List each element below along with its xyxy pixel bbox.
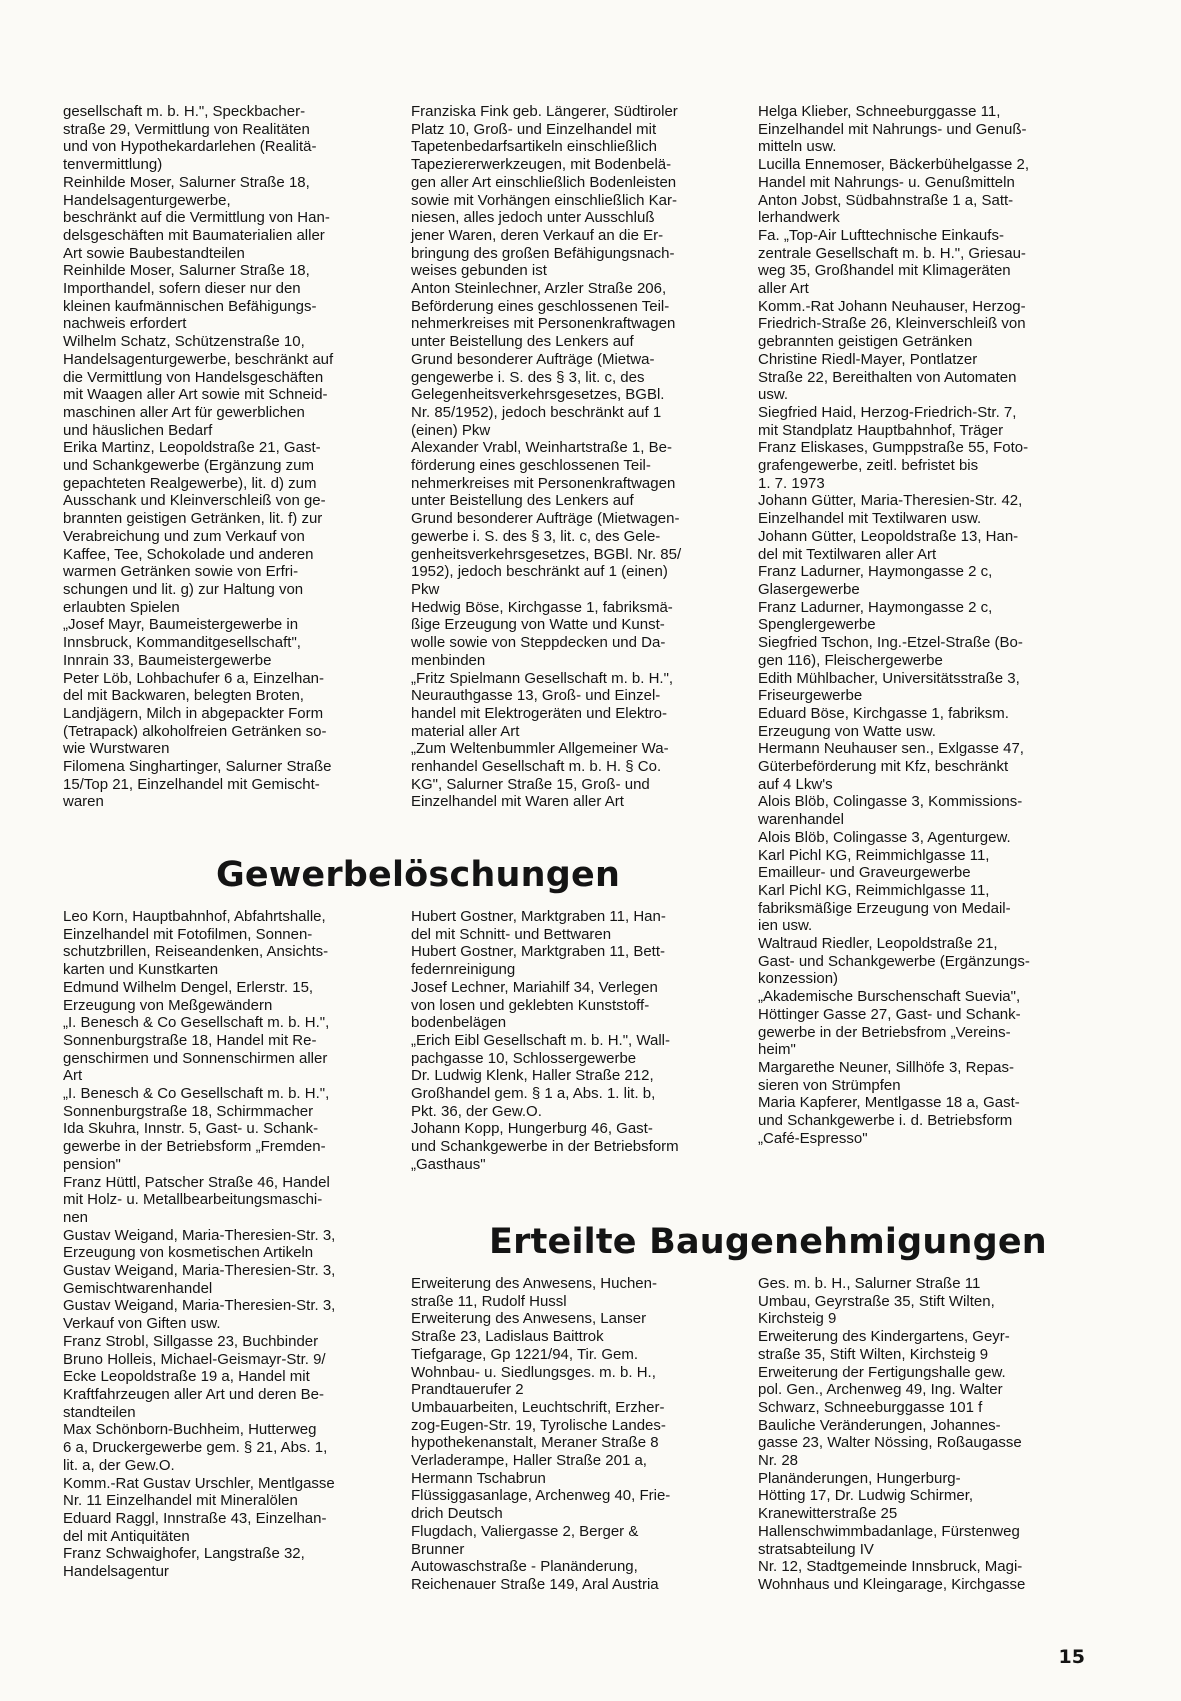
text-line: Kraftfahrzeugen aller Art und deren Be- [63,1385,324,1403]
text-line: lit. a, der Gew.O. [63,1456,175,1474]
text-line: Johann Gütter, Maria-Theresien-Str. 42, [758,492,1023,510]
text-line: Verabreichung und zum Verkauf von [63,527,305,545]
text-line: Reichenauer Straße 149, Aral Austria [411,1575,659,1593]
text-line: Reinhilde Moser, Salurner Straße 18, [63,173,310,191]
text-line: del mit Schnitt- und Bettwaren [411,925,612,943]
text-line: federnreinigung [411,961,516,979]
text-line: Franz Ladurner, Haymongasse 2 c, [758,598,993,616]
text-line: Franz Ladurner, Haymongasse 2 c, [758,563,993,581]
text-line: beschränkt auf die Vermittlung von Han- [63,209,330,227]
text-line: Wohnhaus und Kleingarage, Kirchgasse [758,1575,1026,1593]
text-line: jener Waren, deren Verkauf an die Er- [411,226,664,244]
text-line: gebrannten geistigen Getränken [758,333,973,351]
text-line: handel mit Elektrogeräten und Elektro- [411,704,667,722]
text-line: erlaubten Spielen [63,598,180,616]
text-line: Güterbeförderung mit Kfz, beschränkt [758,758,1009,776]
text-line: drich Deutsch [411,1505,503,1523]
text-line: Hermann Neuhauser sen., Exlgasse 47, [758,740,1024,758]
text-line: nachweis erfordert [63,315,187,333]
text-line: von losen und geklebten Kunststoff- [411,996,650,1014]
text-line: „I. Benesch & Co Gesellschaft m. b. H.", [63,1085,330,1103]
baugenehmigungen-column-3 [758,1275,1090,1594]
text-line: Kaffee, Tee, Schokolade und anderen [63,545,314,563]
text-line: maschinen aller Art für gewerblichen [63,403,305,421]
loeschungen-column-1 [63,908,385,1581]
text-line: Alexander Vrabl, Weinhartstraße 1, Be- [411,439,672,457]
text-line: Prandtauerufer 2 [411,1381,524,1399]
text-line: und Schankgewerbe (Ergänzung zum [63,457,314,475]
text-line: Bruno Holleis, Michael-Geismayr-Str. 9/ [63,1350,326,1368]
text-line: Pkt. 36, der Gew.O. [411,1102,542,1120]
text-line: Beförderung eines geschlossenen Teil- [411,297,670,315]
text-line: „Café-Espresso" [758,1129,868,1147]
text-line: Gustav Weigand, Maria-Theresien-Str. 3, [63,1297,336,1315]
text-line: Innsbruck, Kommanditgesellschaft", [63,634,301,652]
text-line: kleinen kaufmännischen Befähigungs- [63,297,317,315]
text-line: heim" [758,1041,796,1059]
text-line: Tapetenbedarfsartikeln einschließlich [411,138,657,156]
text-line: Franz Schwaighofer, Langstraße 32, [63,1545,305,1563]
text-line: straße 29, Vermittlung von Realitäten [63,120,310,138]
text-line: Tapeziererwerkzeugen, mit Bodenbelä- [411,156,672,174]
text-line: sieren von Strümpfen [758,1076,901,1094]
text-line: pol. Gen., Archenweg 49, Ing. Walter [758,1381,1003,1399]
text-line: Anton Jobst, Südbahnstraße 1 a, Satt- [758,191,1014,209]
text-line: Nr. 11 Einzelhandel mit Mineralölen [63,1492,298,1510]
text-line: Erweiterung des Anwesens, Lanser [411,1310,647,1328]
text-line: renhandel Gesellschaft m. b. H. § Co. [411,758,662,776]
text-line: gewerbe in der Betriebsfrom „Vereins- [758,1023,1011,1041]
text-line: schutzbrillen, Reiseandenken, Ansichts- [63,943,329,961]
text-line: nehmerkreises mit Personenkraftwagen [411,474,676,492]
text-line: Anton Steinlechner, Arzler Straße 206, [411,280,667,298]
text-line: sowie mit Vorhängen einschließlich Kar- [411,191,677,209]
text-line: unter Beistellung des Lenkers auf [411,492,634,510]
text-line: mit Standplatz Hauptbahnhof, Träger [758,421,1004,439]
text-line: Verkauf von Giften usw. [63,1315,221,1333]
heading-erteilte-baugenehmigungen: Erteilte Baugenehmigungen [489,1222,1047,1262]
text-line: Hubert Gostner, Marktgraben 11, Bett- [411,943,666,961]
text-line: gesellschaft m. b. H.", Speckbacher- [63,103,306,120]
text-line: „Zum Weltenbummler Allgemeiner Wa- [411,740,669,758]
text-line: Erzeugung von Watte usw. [758,722,936,740]
text-line: Sonnenburgstraße 18, Handel mit Re- [63,1031,317,1049]
text-line: Fa. „Top-Air Lufttechnische Einkaufs- [758,226,1004,244]
text-line: Helga Klieber, Schneeburggasse 11, [758,103,1001,120]
text-line: Ida Skuhra, Innstr. 5, Gast- u. Schank- [63,1120,319,1138]
text-line: zog-Eugen-Str. 19, Tyrolische Landes- [411,1416,666,1434]
text-line: Nr. 85/1952), jedoch beschränkt auf 1 [411,403,662,421]
text-line: Franz Strobl, Sillgasse 23, Buchbinder [63,1332,319,1350]
text-line: und Schankgewerbe in der Betriebsform [411,1138,679,1156]
text-line: Brunner [411,1540,465,1558]
text-line: Hötting 17, Dr. Ludwig Schirmer, [758,1487,974,1505]
text-line: Art sowie Baubestandteilen [63,244,245,262]
text-line: gengewerbe i. S. des § 3, lit. c, des [411,368,645,386]
text-line: warenhandel [758,811,844,829]
text-line: 1. 7. 1973 [758,474,825,492]
text-line: nen [63,1208,89,1226]
text-line: menbinden [411,651,486,669]
text-line: warmen Getränken sowie von Erfri- [63,563,299,581]
text-line: gen 116), Fleischergewerbe [758,651,943,669]
text-line: del mit Textilwaren aller Art [758,545,937,563]
text-line: Karl Pichl KG, Reimmichlgasse 11, [758,846,990,864]
text-line: Einzelhandel mit Textilwaren usw. [758,510,982,528]
text-line: aller Art [758,280,809,298]
text-line: Erzeugung von Meßgewändern [63,996,273,1014]
text-line: lerhandwerk [758,209,840,227]
text-line: Planänderungen, Hungerburg- [758,1469,961,1487]
text-line: Wilhelm Schatz, Schützenstraße 10, [63,333,305,351]
text-line: „Gasthaus" [411,1155,486,1173]
text-line: mit Waagen aller Art sowie mit Schneid- [63,386,328,404]
text-line: stratsabteilung IV [758,1540,874,1558]
text-line: schungen und lit. g) zur Haltung von [63,580,304,598]
text-line: Maria Kapferer, Mentlgasse 18 a, Gast- [758,1094,1020,1112]
text-line: KG", Salurner Straße 15, Groß- und [411,775,650,793]
text-line: unter Beistellung des Lenkers auf [411,333,634,351]
text-line: standteilen [63,1403,136,1421]
text-line: Kranewitterstraße 25 [758,1505,898,1523]
text-line: Einzelhandel mit Nahrungs- und Genuß- [758,120,1027,138]
text-line: 1952), jedoch beschränkt auf 1 (einen) [411,563,668,581]
text-line: Nr. 28 [758,1452,799,1470]
text-line: Karl Pichl KG, Reimmichlgasse 11, [758,881,990,899]
text-line: Ausschank und Kleinverschleiß von ge- [63,492,326,510]
text-line: del mit Backwaren, belegten Broten, [63,687,304,705]
text-line: Margarethe Neuner, Sillhöfe 3, Repas- [758,1058,1014,1076]
text-line: bodenbelägen [411,1014,507,1032]
text-line: wolle sowie von Steppdecken und Da- [411,634,666,652]
text-line: Dr. Ludwig Klenk, Haller Straße 212, [411,1067,654,1085]
text-line: Grund besonderer Aufträge (Mietwagen- [411,510,680,528]
text-line: waren [63,793,104,811]
text-line: mit Holz- u. Metallbearbeitungsmaschi- [63,1191,323,1209]
text-line: Autowaschstraße - Planänderung, [411,1558,638,1576]
text-line: Glasergewerbe [758,580,860,598]
text-line: Tiefgarage, Gp 1221/94, Tir. Gem. [411,1345,639,1363]
text-line: „Erich Eibl Gesellschaft m. b. H.", Wall- [411,1031,670,1049]
text-line: konzession) [758,970,839,988]
text-line: Gemischtwarenhandel [63,1279,213,1297]
text-line: „Fritz Spielmann Gesellschaft m. b. H.", [411,669,674,687]
text-line: Höttinger Gasse 27, Gast- und Schank- [758,1005,1021,1023]
text-line: Hedwig Böse, Kirchgasse 1, fabriksmä- [411,598,673,616]
text-line: Schwarz, Schneeburggasse 101 f [758,1398,983,1416]
text-line: delsgeschäften mit Baumaterialien aller [63,226,325,244]
text-line: Umbauarbeiten, Leuchtschrift, Erzher- [411,1398,665,1416]
text-line: Umbau, Geyrstraße 35, Stift Wilten, [758,1292,995,1310]
text-line: Eduard Böse, Kirchgasse 1, fabriksm. [758,704,1009,722]
text-line: Flugdach, Valiergasse 2, Berger & [411,1522,639,1540]
text-line: (einen) Pkw [411,421,491,439]
text-line: Sonnenburgstraße 18, Schirmmacher [63,1102,314,1120]
text-line: gen aller Art einschließlich Bodenleisten [411,173,677,191]
text-line: Eduard Raggl, Innstraße 43, Einzelhan- [63,1509,327,1527]
upper-column-1 [63,103,385,811]
text-line: ien usw. [758,917,813,935]
text-line: Franziska Fink geb. Längerer, Südtiroler [411,103,678,120]
text-line: Kirchsteig 9 [758,1310,837,1328]
text-line: Erweiterung des Kindergartens, Geyr- [758,1328,1010,1346]
text-line: Alois Blöb, Colingasse 3, Kommissions- [758,793,1023,811]
text-line: Grund besonderer Aufträge (Mietwa- [411,350,655,368]
text-line: Ecke Leopoldstraße 19 a, Handel mit [63,1368,310,1386]
text-line: Handelsagenturgewerbe, [63,191,231,209]
text-line: Art [63,1067,83,1085]
text-line: Edmund Wilhelm Dengel, Erlerstr. 15, [63,978,314,996]
text-line: Innrain 33, Baumeistergewerbe [63,651,272,669]
text-line: Spenglergewerbe [758,616,876,634]
text-line: Leo Korn, Hauptbahnhof, Abfahrtshalle, [63,908,326,925]
text-line: Komm.-Rat Johann Neuhauser, Herzog- [758,297,1026,315]
page-number: 15 [1058,1646,1085,1668]
text-line: Siegfried Haid, Herzog-Friedrich-Str. 7, [758,403,1017,421]
text-line: Alois Blöb, Colingasse 3, Agenturgew. [758,828,1011,846]
text-line: auf 4 Lkw's [758,775,833,793]
text-line: Emailleur- und Graveurgewerbe [758,864,971,882]
text-line: Erweiterung der Fertigungshalle gew. [758,1363,1006,1381]
text-line: und Schankgewerbe i. d. Betriebsform [758,1112,1013,1130]
text-line: Handel mit Nahrungs- u. Genußmitteln [758,173,1015,191]
text-line: förderung eines geschlossenen Teil- [411,457,651,475]
text-line: Hallenschwimmbadanlage, Fürstenweg [758,1522,1020,1540]
upper-column-2 [411,103,733,811]
text-line: Friedrich-Straße 26, Kleinverschleiß von [758,315,1026,333]
text-line: genschirmen und Sonnenschirmen aller [63,1049,328,1067]
text-line: gepachteten Realgewerbe), lit. d) zum [63,474,317,492]
text-line: 15/Top 21, Einzelhandel mit Gemischt- [63,775,320,793]
text-line: bringung des großen Befähigungsnach- [411,244,675,262]
text-line: fabriksmäßige Erzeugung von Medail- [758,899,1011,917]
text-line: Pkw [411,580,440,598]
text-line: straße 35, Stift Wilten, Kirchsteig 9 [758,1345,989,1363]
text-line: Hermann Tschabrun [411,1469,546,1487]
text-line: Gast- und Schankgewerbe (Ergänzungs- [758,952,1030,970]
text-line: tenvermittlung) [63,156,163,174]
heading-gewerbeloeschungen: Gewerbelöschungen [216,855,621,895]
text-line: Gelegenheitsverkehrsgesetzes, BGBl. [411,386,665,404]
text-line: „Josef Mayr, Baumeistergewerbe in [63,616,299,634]
text-line: Importhandel, sofern dieser nur den [63,280,301,298]
text-line: Peter Löb, Lohbachufer 6 a, Einzelhan- [63,669,325,687]
text-line: ßige Erzeugung von Watte und Kunst- [411,616,665,634]
text-line: material aller Art [411,722,520,740]
text-line: Johann Gütter, Leopoldstraße 13, Han- [758,527,1019,545]
text-line: Erweiterung des Anwesens, Huchen- [411,1275,657,1292]
loeschungen-column-2 [411,908,733,1174]
text-line: gasse 23, Walter Nössing, Roßaugasse [758,1434,1022,1452]
text-line: 6 a, Druckergewerbe gem. § 21, Abs. 1, [63,1439,328,1457]
text-line: Erzeugung von kosmetischen Artikeln [63,1244,314,1262]
text-line: usw. [758,386,789,404]
text-line: „Akademische Burschenschaft Suevia", [758,988,1021,1006]
text-line: Nr. 12, Stadtgemeinde Innsbruck, Magi- [758,1558,1023,1576]
text-line: Franz Hüttl, Patscher Straße 46, Handel [63,1173,330,1191]
text-line: gewerbe in der Betriebsform „Fremden- [63,1138,326,1156]
text-line: Edith Mühlbacher, Universitätsstraße 3, [758,669,1020,687]
text-line: Siegfried Tschon, Ing.-Etzel-Straße (Bo- [758,634,1023,652]
text-line: Landjägern, Milch in abgepackter Form [63,704,324,722]
text-line: Gustav Weigand, Maria-Theresien-Str. 3, [63,1262,336,1280]
text-line: Erika Martinz, Leopoldstraße 21, Gast- [63,439,321,457]
text-line: gewerbe i. S. des § 3, lit. c, des Gele- [411,527,661,545]
text-line: Großhandel gem. § 1 a, Abs. 1. lit. b, [411,1085,656,1103]
text-line: Gustav Weigand, Maria-Theresien-Str. 3, [63,1226,336,1244]
text-line: straße 11, Rudolf Hussl [411,1292,567,1310]
text-line: Lucilla Ennemoser, Bäckerbühelgasse 2, [758,156,1029,174]
text-line: Friseurgewerbe [758,687,863,705]
text-line: genheitsverkehrsgesetzes, BGBl. Nr. 85/ [411,545,682,563]
text-line: Handelsagenturgewerbe, beschränkt auf [63,350,334,368]
text-line: Waltraud Riedler, Leopoldstraße 21, [758,935,998,953]
text-line: Filomena Singhartinger, Salurner Straße [63,758,332,776]
text-line: Hubert Gostner, Marktgraben 11, Han- [411,908,666,925]
text-line: Max Schönborn-Buchheim, Hutterweg [63,1421,317,1439]
text-line: wie Wurstwaren [63,740,170,758]
text-line: Franz Eliskases, Gumppstraße 55, Foto- [758,439,1029,457]
text-line: del mit Antiquitäten [63,1527,190,1545]
text-line: Straße 23, Ladislaus Baittrok [411,1328,604,1346]
text-line: Einzelhandel mit Waren aller Art [411,793,624,811]
baugenehmigungen-column-2 [411,1275,733,1594]
text-line: pension" [63,1155,121,1173]
text-line: Neurauthgasse 13, Groß- und Einzel- [411,687,661,705]
text-line: Christine Riedl-Mayer, Pontlatzer [758,350,978,368]
text-line: Ges. m. b. H., Salurner Straße 11 [758,1275,981,1292]
text-line: weg 35, Großhandel mit Klimageräten [758,262,1011,280]
text-line: Bauliche Veränderungen, Johannes- [758,1416,1001,1434]
text-line: Komm.-Rat Gustav Urschler, Mentlgasse [63,1474,335,1492]
text-line: pachgasse 10, Schlossergewerbe [411,1049,637,1067]
text-line: Flüssiggasanlage, Archenweg 40, Frie- [411,1487,671,1505]
text-line: Einzelhandel mit Fotofilmen, Sonnen- [63,925,313,943]
text-line: zentrale Gesellschaft m. b. H.", Griesau- [758,244,1026,262]
text-line: Wohnbau- u. Siedlungsges. m. b. H., [411,1363,656,1381]
text-line: hypothekenanstalt, Meraner Straße 8 [411,1434,659,1452]
text-line: Straße 22, Bereithalten von Automaten [758,368,1017,386]
text-line: niesen, alles jedoch unter Ausschluß [411,209,655,227]
text-line: „I. Benesch & Co Gesellschaft m. b. H.", [63,1014,330,1032]
text-line: Verladerampe, Haller Straße 201 a, [411,1452,647,1470]
text-line: und von Hypothekardarlehen (Realitä- [63,138,317,156]
text-line: Reinhilde Moser, Salurner Straße 18, [63,262,310,280]
text-line: karten und Kunstkarten [63,961,219,979]
text-line: mitteln usw. [758,138,837,156]
text-line: und häuslichen Bedarf [63,421,213,439]
text-line: Platz 10, Groß- und Einzelhandel mit [411,120,657,138]
text-line: grafengewerbe, zeitl. befristet bis [758,457,979,475]
text-line: nehmerkreises mit Personenkraftwagen [411,315,676,333]
right-column [758,103,1090,1147]
text-line: brannten geistigen Getränken, lit. f) zur [63,510,323,528]
text-line: (Tetrapack) alkoholfreien Getränken so- [63,722,327,740]
text-line: weises gebunden ist [411,262,547,280]
text-line: Handelsagentur [63,1563,169,1581]
text-line: Josef Lechner, Mariahilf 34, Verlegen [411,978,658,996]
text-line: Johann Kopp, Hungerburg 46, Gast- [411,1120,653,1138]
text-line: die Vermittlung von Handelsgeschäften [63,368,324,386]
